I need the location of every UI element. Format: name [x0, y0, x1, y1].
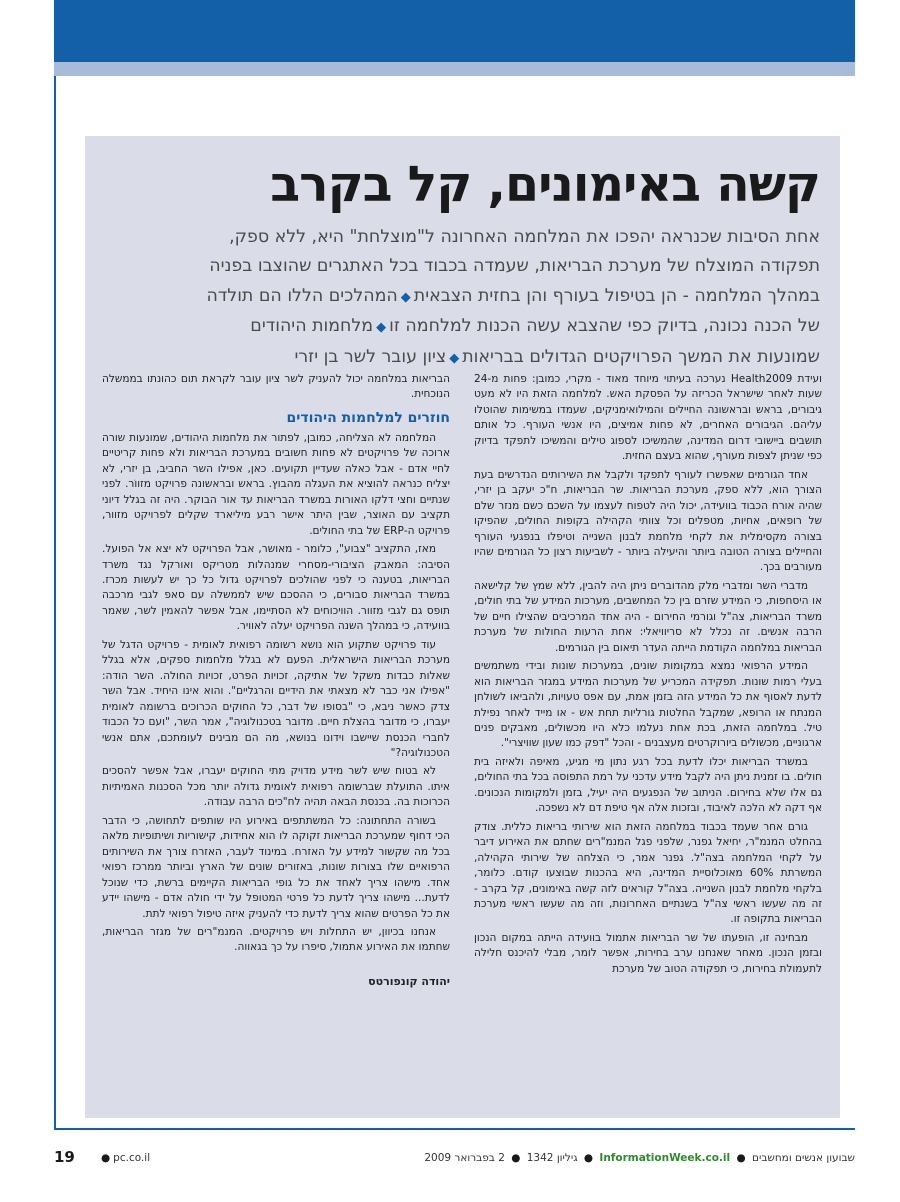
paragraph: עוד פרויקט שתקוע הוא נושא רשומה רפואית לאומית - פרויקט הדגל של מערכת הבריאות הישראלית. הפעם לא בגלל מלחמות ספקים, אלא בגלל שאלות כבדות משקל של אתיקה, זכויות הפרט, זכויות החולה. השר הודה: "אפילו אני כבר לא מצאתי את הידיים והרגליים". והוא אינו היחיד. אבל השר צדק כאשר ניבא, כי "בסופו של דבר, כל החוקים הכרוכים ברשומה לאומית יעברו, כי מדובר בהצלת חיים. מדובר בטכנולוגיה", אמר השר, "ועם כל הכבוד לחברי הכנסת שיישבו וידונו בנושא, מה הם מבינים לעומתכם, אתם אנשי הטכנולוגיה?"	[102, 638, 450, 759]
top-color-band	[54, 0, 855, 62]
lead-line	[120, 223, 820, 252]
footer-brand[interactable]: InformationWeek.co.il	[599, 1152, 731, 1164]
footer-issue: גיליון 1342	[526, 1152, 578, 1164]
lead-text: מלחמות היהודים	[250, 316, 374, 337]
diamond-bullet-icon: ◆	[400, 289, 411, 305]
body-column-right	[474, 372, 822, 1112]
paragraph: בשורה התחתונה: כל המשתתפים באירוע היו שותפים לתחושה, כי הדבר הכי דחוף שמערכת הבריאות זקוקה לו הוא אחידות, קישוריות ושיתופיות מלאה בכל מה שקשור למידע על האזרח. במינוד לעבר, האזרח צורך את השירותים הרפואיים שלו בצורות שונות, באזורים שונים של הארץ וביותר ממרכז רפואי אחד. מישהו צריך לאחד את כל גופי הבריאות הקיימים ברשת, כדי שנוכל לדעת... מישהו צריך לדעת כל פרטי המטופל על ידי חולה אדם - מישהו יידע את כל הפרטים שהוא צריך לדעת כדי להעניק איזה טיפול רפואי לתת.	[102, 814, 450, 920]
paragraph: המידע הרפואי נמצא במקומות שונים, במערכות שונות ובידי משתמשים בעלי רמות שונות. תפקידה המכריע של מערכות המידע במגזר הבריאות הוא לדעת לאסוף את כל המידע הזה בזמן אמת, עם אפס טעויות, ולהביאו לשולחן המנתח או הרופא, שמקבל החלטות גורליות תחת אש - או מייד לאחר נפילת טיל. במלחמה הזאת, בכת אחת נעלמו כלא היו מכשולים, מאבקים פנים ארגוניים, מכשולים ביורוקרטים מעצבנים - והכל "דפק כמו שעון שוויצרי".	[474, 660, 822, 750]
section-subheading: חוזרים למלחמות היהודים	[286, 409, 450, 426]
footer-info	[424, 1152, 855, 1164]
bottom-frame-line	[54, 1128, 855, 1130]
diamond-bullet-icon: ◆	[376, 320, 387, 336]
paragraph: המלחמה לא הצליחה, כמובן, לפתור את מלחמות היהודים, שמונעות שורה ארוכה של פרויקטים לא פחות חשובים במערכת הבריאות ולא פחות קריטיים לחיי אדם - אבל כאלה שעדיין תקועים. כאן, אפילו השר החביב, בן יזרי, לא יצליח כנראה להוציא את העגלה מהבוץ. בראש ובראשונה פרויקט מזווֹר. לפני שנתיים וחצי דלקו האורות במשרד הבריאות עד אור הבוקר. היה זה בגלל דיוני תקציב עם האוצר, שבין היתר אישר רבע מיליארד שקלים לפרויקט מזוור, פרויקט ה-ERP של בתי החולים.	[102, 431, 450, 537]
lead-line	[120, 343, 820, 373]
lead-line	[120, 282, 820, 312]
article-panel	[85, 136, 840, 1118]
bullet-icon: ●	[583, 1152, 594, 1164]
lead-line	[120, 312, 820, 342]
article-headline: קשה באימונים, קל בקרב	[270, 156, 820, 213]
paragraph: גורם אחר שעמד בכבוד במלחמה הזאת הוא שירותי בריאות כללית. צודק בהחלט המנמ"ר, יחיאל גפנר, שלפני פגל המנמ"רים שחתם את האירוע דיבר על לקחי המלחמה בצה"ל. גפנר אמר, כי הצלחה של שירותי הקהילה, המשרתת 60% מאוכלוסיית המדינה, היא בהכנות שבוצעו קודם. כלומר, בלקחי מלחמת לבנון השנייה. בצה"ל קוראים לזה קשה באימונים, קל בקרב - זה מה שעשו ראשי צה"ל בשנתיים האחרונות, וזה מה שעשו ראשי מערכת הבריאות בתקופה זו.	[474, 820, 822, 926]
lead-text: של הכנה נכונה, בדיוק כפי שהצבא עשה הכנות למלחמה זו	[389, 316, 820, 337]
lead-text: תפקודה המוצלח של מערכת הבריאות, שעמדה בכבוד בכל האתגרים שהוצבו בפניה	[209, 256, 820, 277]
paragraph: אנחנו בכיוון, יש התחלות ויש פרויקטים. המנמ"רים של מגזר הבריאות, שחתמו את האירוע אתמול, סיפרו על כך בגאווה.	[102, 925, 450, 954]
article-body	[102, 372, 822, 1112]
paragraph: אחד הגורמים שאפשרו לעורף לתפקד ולקבל את השירותים הנדרשים בעת הצורך הוא, ללא ספק, מערכת הבריאות. שר הבריאות, ח"כ יעקב בן יזרי, שהיה אורח הכבוד בוועידה, יכול היה לטפוח לעצמו על השכם כשם מנזר שלם של רופאים, אחיות, מטפלים וכל צוותי הקהילה בקופות החולים, שהפיקו בצורה מקסימלית את לקחי מלחמת לבנון השנייה וטיפלו בנפגעי העורף והחיילים בצורה הטובה ביותר והיעילה ביותר - לשביעות רצון כל הגורמים שהיו מעורבים בכך.	[474, 468, 822, 574]
lead-line	[120, 252, 820, 281]
top-light-stripe	[54, 62, 855, 76]
paragraph: ועידת Health2009 נערכה בעיתוי מיוחד מאוד - מקרי, כמובן: פחות מ-24 שעות לאחר שישראל הכריזה על הפסקת האש. למלחמה הזאת היו לא מעט גיבורים, בראש ובראשונה החיילים והמילואימניקים, שעמדו במשימות שהוטלו עליהם. הגיבורים האחרים, לא פחות אמיצים, היו אנשי העורף. כל אותם תושבים ביישובי דרום המדינה, שהמשיכו לספוג טילים והמשיכו לתפקד בדיוק כפי שניתן לצפות מעורף, שהוא בעצם החזית.	[474, 373, 822, 463]
bullet-icon: ●	[511, 1152, 521, 1164]
lead-text: שמונעות את המשך הפרויקטים הגדולים בבריאות	[462, 346, 820, 367]
body-column-left	[102, 372, 450, 1112]
lead-text: במהלך המלחמה - הן בטיפול בעורף והן בחזית הצבאית	[413, 285, 820, 306]
bullet-icon: ●	[101, 1152, 111, 1164]
lead-text: ציון עובר לשר בן יזרי	[294, 346, 447, 367]
diamond-bullet-icon: ◆	[449, 350, 460, 366]
paragraph: הבריאות במלחמה יכול להעניק לשר ציון עובר לקראת תום כהונתו בממשלה הנוכחית.	[102, 373, 450, 401]
footer-date: 2 בפברואר 2009	[424, 1152, 505, 1164]
article-lead	[120, 223, 820, 373]
left-frame-line	[54, 76, 56, 1130]
paragraph: במשרד הבריאות יכלו לדעת בכל רגע נתון מי מגיע, מאיפה ולאיזה בית חולים. בו זמנית ניתן היה לקבל מידע עדכני על רמת התפוסה בכל בתי החולים, גם אלו שלא בחירום. הניתוב של הנפגעים היה יעיל, בזמן ולמקומות הנכונים. אף דקה לא הלכה לאיבוד, ובזכות אלה אף טיפת דם לא נשפכה.	[474, 755, 822, 815]
footer-url[interactable]	[98, 1152, 150, 1164]
page-footer	[54, 1148, 855, 1172]
paragraph: לא בטוח שיש לשר מידע מדויק מתי החוקים יעברו, אבל אפשר להסכים איתו. התועלת שברשומה רפואית לאומית גדולה יותר מכל הסכנות האמיתיות הכרוכות בה. בכנסת הבאה תהיה לח"כים הרבה עבודה.	[102, 765, 450, 809]
bullet-icon: ●	[736, 1152, 746, 1164]
lead-text: אחת הסיבות שכנראה יהפכו את המלחמה האחרונה ל"מוצלחת" היא, ללא ספק,	[229, 227, 820, 247]
paragraph: מדברי השר ומדברי מלק מהדוברים ניתן היה להבין, ללא שמץ של קלישאה או היסחפות, כי המידע שזרם בין כל המחשבים, מערכות המידע של בתי חולים, משרד הבריאות, צה"ל וגורמי החירום - היה אחד המרכיבים שהצילו חיים של הרבה אנשים. זה נכלל לא סריוויאלי: אחת הרעות החולות של מערכת הבריאות במלחמה הקודמת הייתה העדר תיאום בין הגורמים.	[474, 579, 822, 654]
footer-publication: שבועון אנשים ומחשבים	[752, 1152, 855, 1164]
paragraph: מבחינה זו, הופעתו של שר הבריאות אתמול בוועידה הייתה במקום הנכון ובזמן הנכון. מאחר שאנחנו ערב בחירות, אפשר לומר, מבלי להיכנס חלילה לתעמולת בחירות, כי תפקודה הטוב של מערכת	[474, 931, 822, 975]
lead-text: המהלכים הללו הם תולדה	[206, 285, 398, 306]
footer-url-text: pc.co.il	[113, 1152, 151, 1164]
paragraph: מאז, התקציב "צבוע", כלומר - מאושר, אבל הפרויקט לא יצא אל הפועל. הסיבה: המאבק הציבורי-מסחרי שמנהלות מטריקס ואורקל נגד משרד הבריאות, בטענה כי לפני שהולכים לפרויקט גדול כל כך יש לעשות מכרז. במשרד הבריאות סבורים, כי ההסכם שיש לממשלה עם סאפ לגבי מרכבה תופס גם לגבי מזוור. הוויכוחים לא הסתיימו, אבל אפשר להאמין לשר, שאמר בוועידה, כי במהלך השנה הפרויקט יעלה לאוויר.	[102, 543, 450, 633]
page-number: 19	[54, 1148, 75, 1166]
author-byline: יהודה קונפורטס	[368, 974, 450, 988]
